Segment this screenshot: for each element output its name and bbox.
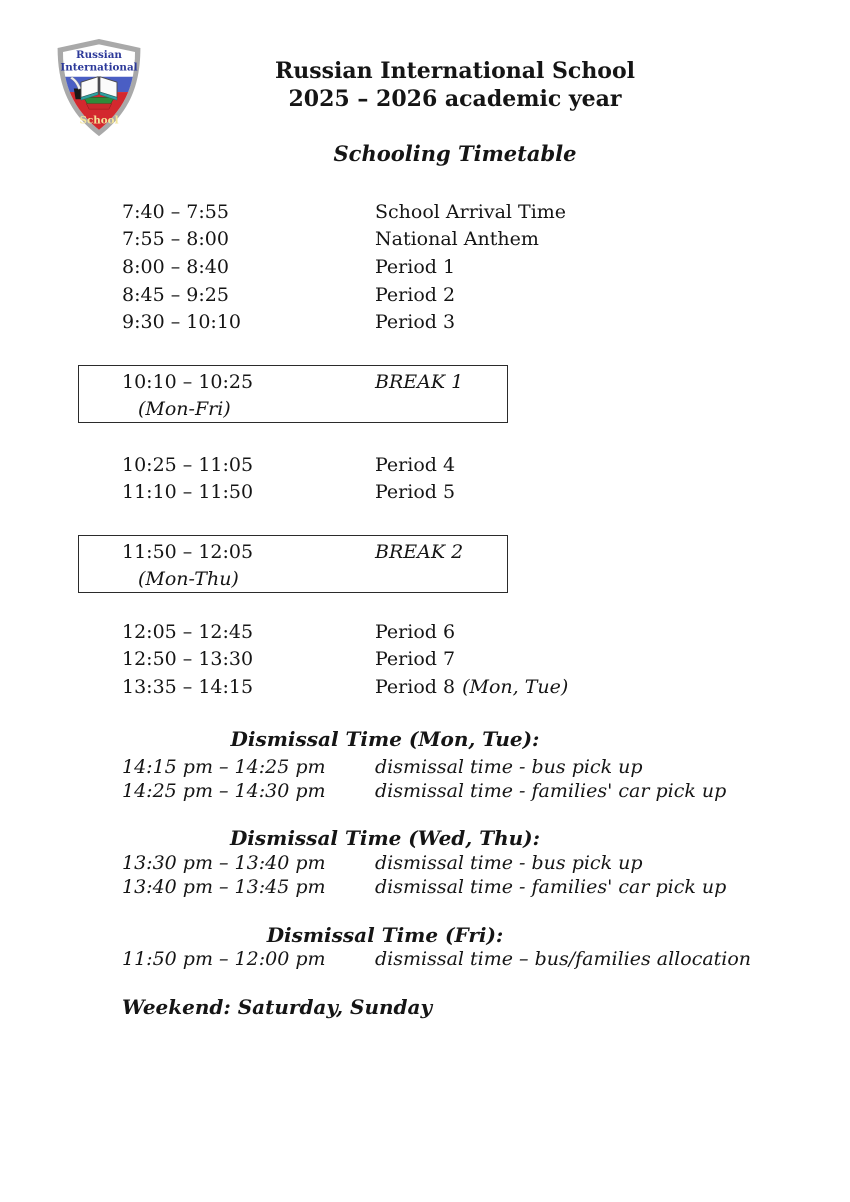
document-title bbox=[60, 57, 850, 113]
time-range: 9:30 – 10:10 bbox=[122, 311, 242, 334]
time-range: 10:10 – 10:25 bbox=[122, 370, 254, 393]
dismissal-rows-fri bbox=[122, 947, 850, 971]
dismissal-desc: dismissal time - families' car pick up bbox=[375, 876, 727, 898]
time-range: 12:05 – 12:45 bbox=[122, 620, 254, 643]
activity-note: (Mon, Tue) bbox=[462, 675, 569, 698]
time-range: 8:00 – 8:40 bbox=[122, 255, 229, 278]
break-2-box bbox=[78, 535, 508, 593]
time-range: 11:50 – 12:05 bbox=[122, 540, 254, 563]
dismissal-heading-mon-tue: Dismissal Time (Mon, Tue): bbox=[230, 727, 540, 751]
table-row bbox=[122, 875, 850, 899]
dismissal-desc: dismissal time - families' car pick up bbox=[375, 780, 727, 802]
table-row bbox=[122, 851, 850, 875]
table-row bbox=[122, 479, 850, 507]
schedule-group-morning bbox=[122, 198, 850, 336]
time-range: 7:40 – 7:55 bbox=[122, 200, 229, 223]
activity-label: Period 6 bbox=[375, 620, 456, 643]
table-row bbox=[122, 755, 850, 779]
dismissal-desc: dismissal time - bus pick up bbox=[375, 852, 643, 874]
logo-text-school: School bbox=[79, 114, 119, 127]
table-row bbox=[122, 947, 850, 971]
table-row bbox=[122, 281, 850, 309]
weekend-note: Weekend: Saturday, Sunday bbox=[122, 995, 433, 1019]
time-range: 7:55 – 8:00 bbox=[122, 228, 229, 251]
break-days: (Mon-Fri) bbox=[138, 398, 231, 421]
time-range: 12:50 – 13:30 bbox=[122, 648, 254, 671]
time-range: 11:10 – 11:50 bbox=[122, 481, 254, 504]
activity-label: Period 4 bbox=[375, 453, 456, 476]
schedule-group-afternoon bbox=[122, 618, 850, 701]
table-row bbox=[79, 538, 507, 566]
break-days: (Mon-Thu) bbox=[138, 568, 239, 591]
time-range: 10:25 – 11:05 bbox=[122, 453, 254, 476]
table-row bbox=[122, 618, 850, 646]
time-range: 8:45 – 9:25 bbox=[122, 283, 229, 306]
break-label: BREAK 2 bbox=[375, 540, 464, 563]
dismissal-heading-wed-thu: Dismissal Time (Wed, Thu): bbox=[229, 826, 541, 850]
time-range: 13:40 pm – 13:45 pm bbox=[122, 876, 326, 898]
table-row bbox=[122, 673, 850, 701]
table-row bbox=[122, 779, 850, 803]
activity-label: Period 2 bbox=[375, 283, 456, 306]
break-label: BREAK 1 bbox=[375, 370, 464, 393]
dismissal-rows-wed-thu bbox=[122, 851, 850, 899]
school-name-line: Russian International School bbox=[274, 58, 636, 84]
break-1-box bbox=[78, 365, 508, 423]
table-row bbox=[79, 368, 507, 396]
activity-label: Period 1 bbox=[375, 255, 456, 278]
dismissal-desc: dismissal time - bus pick up bbox=[375, 756, 643, 778]
time-range: 14:15 pm – 14:25 pm bbox=[122, 756, 326, 778]
time-range: 13:35 – 14:15 bbox=[122, 675, 254, 698]
activity-label: Period 3 bbox=[375, 311, 456, 334]
activity-label: Period 5 bbox=[375, 481, 456, 504]
activity-label: Period 7 bbox=[375, 648, 456, 671]
activity-label: School Arrival Time bbox=[375, 200, 567, 223]
dismissal-rows-mon-tue bbox=[122, 755, 850, 803]
time-range: 11:50 pm – 12:00 pm bbox=[122, 948, 326, 970]
table-row bbox=[122, 226, 850, 254]
activity-label: National Anthem bbox=[375, 228, 539, 251]
table-row bbox=[122, 253, 850, 281]
dismissal-desc: dismissal time – bus/families allocation bbox=[375, 948, 752, 970]
table-row bbox=[122, 308, 850, 336]
table-row bbox=[122, 198, 850, 226]
time-range: 14:25 pm – 14:30 pm bbox=[122, 780, 326, 802]
schedule-group-midday bbox=[122, 451, 850, 506]
table-row bbox=[122, 646, 850, 674]
logo-text-russian: Russian bbox=[76, 48, 122, 61]
section-title: Schooling Timetable bbox=[333, 141, 577, 166]
dismissal-heading-fri: Dismissal Time (Fri): bbox=[266, 923, 504, 947]
time-range: 13:30 pm – 13:40 pm bbox=[122, 852, 326, 874]
academic-year-line: 2025 – 2026 academic year bbox=[288, 86, 622, 112]
logo-text-international: International bbox=[60, 61, 138, 74]
activity-label: Period 8 bbox=[375, 675, 456, 698]
table-row bbox=[122, 451, 850, 479]
